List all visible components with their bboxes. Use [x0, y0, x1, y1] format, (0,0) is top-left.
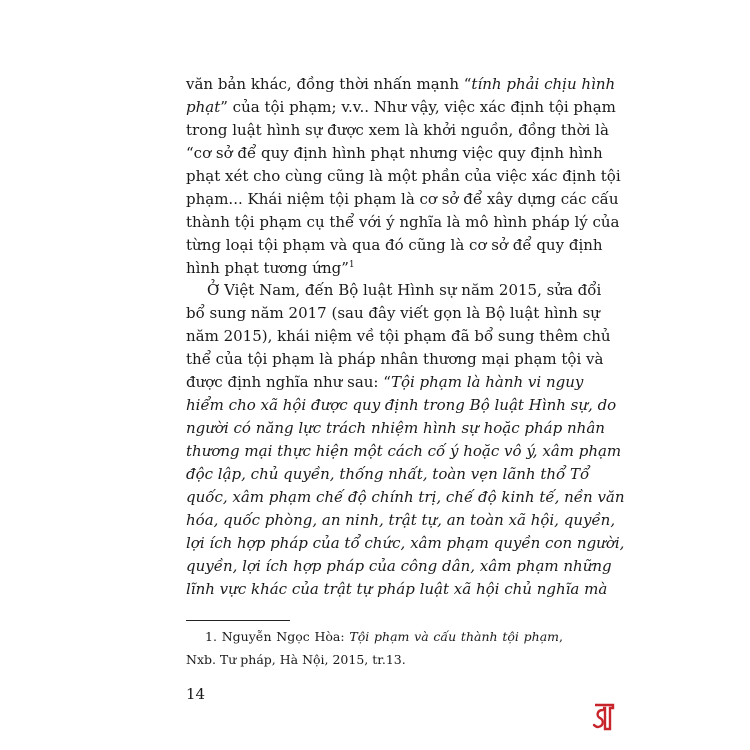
footnote-marker: 1 [348, 260, 355, 270]
text-run: từng loại tội phạm và qua đó cũng là cơ sở để quy định [186, 236, 603, 254]
text-line [186, 235, 603, 256]
text-run: “cơ sở để quy định hình phạt nhưng việc quy định hình [186, 144, 603, 162]
text-line [186, 258, 563, 279]
text-line [186, 212, 620, 233]
text-line [186, 510, 616, 531]
text-run: độc lập, chủ quyền, thống nhất, toàn vẹn lãnh thổ Tổ [186, 465, 590, 483]
text-run: hình phạt tương ứng” [186, 259, 349, 277]
text-run: lĩnh vực khác của trật tự pháp luật xã hội chủ nghĩa mà [186, 580, 608, 598]
text-run: phạt xét cho cùng cũng là một phần của việc xác định tội [186, 167, 621, 185]
text-line [186, 441, 622, 462]
text-run: ” của tội phạm; v.v.. Như vậy, việc xác định tội phạm [220, 98, 616, 116]
text-line [186, 303, 600, 324]
text-run: trong luật hình sự được xem là khởi nguồn, đồng thời là [186, 121, 609, 139]
text-run: tính phải chịu hình [471, 75, 616, 93]
text-line [186, 326, 611, 347]
text-line [186, 372, 584, 393]
text-line [186, 579, 608, 600]
text-run: được định nghĩa như sau: “ [186, 373, 391, 391]
text-line [186, 74, 616, 95]
text-run: thương mại thực hiện một cách cố ý hoặc vô ý, xâm phạm [186, 442, 622, 460]
text-line [207, 280, 602, 301]
text-run: thành tội phạm cụ thể với ý nghĩa là mô hình pháp lý của [186, 213, 620, 231]
text-run: Tội phạm là hành vi nguy [390, 373, 584, 391]
text-line [186, 464, 590, 485]
text-run: thể của tội phạm là pháp nhân thương mại phạm tội và [186, 350, 604, 368]
text-run: Tội phạm và cấu thành tội phạm [349, 629, 560, 644]
text-run: bổ sung năm 2017 (sau đây viết gọn là Bộ luật hình sự [186, 304, 600, 322]
text-run: Ở Việt Nam, đến Bộ luật Hình sự năm 2015, sửa đổi [207, 281, 602, 299]
text-run: hiểm cho xã hội được quy định trong Bộ luật Hình sự, do [186, 396, 617, 414]
text-line [186, 487, 625, 508]
text-run: văn bản khác, đồng thời nhấn mạnh “ [186, 75, 472, 93]
text-run: phạm... Khái niệm tội phạm là cơ sở để xây dựng các cấu [186, 190, 619, 208]
text-line [186, 556, 612, 577]
text-line [186, 349, 604, 370]
text-line [186, 189, 619, 210]
footnote-separator [186, 620, 290, 621]
text-line [186, 143, 603, 164]
text-line [186, 166, 621, 187]
text-run: , [559, 629, 563, 644]
text-run: Nxb. Tư pháp, Hà Nội, 2015, tr.13. [186, 652, 406, 667]
text-run: năm 2015), khái niệm về tội phạm đã bổ sung thêm chủ [186, 327, 611, 345]
text-line [186, 418, 605, 439]
text-run: quốc, xâm phạm chế độ chính trị, chế độ kinh tế, nền văn [186, 488, 625, 506]
footnote-line [205, 628, 563, 647]
publisher-logo [592, 702, 616, 732]
text-line [186, 120, 609, 141]
text-run: phạt [186, 98, 221, 116]
text-line [186, 533, 625, 554]
text-line [186, 395, 617, 416]
text-line [186, 97, 616, 118]
text-run: quyền, lợi ích hợp pháp của công dân, xâm phạm những [186, 557, 612, 575]
text-run: 1. Nguyễn Ngọc Hòa: [205, 629, 350, 644]
text-run: hóa, quốc phòng, an ninh, trật tự, an toàn xã hội, quyền, [186, 511, 616, 529]
footnote-line [186, 651, 563, 670]
page-number: 14 [186, 685, 206, 703]
text-run: người có năng lực trách nhiệm hình sự hoặc pháp nhân [186, 419, 605, 437]
text-run: lợi ích hợp pháp của tổ chức, xâm phạm quyền con người, [186, 534, 625, 552]
